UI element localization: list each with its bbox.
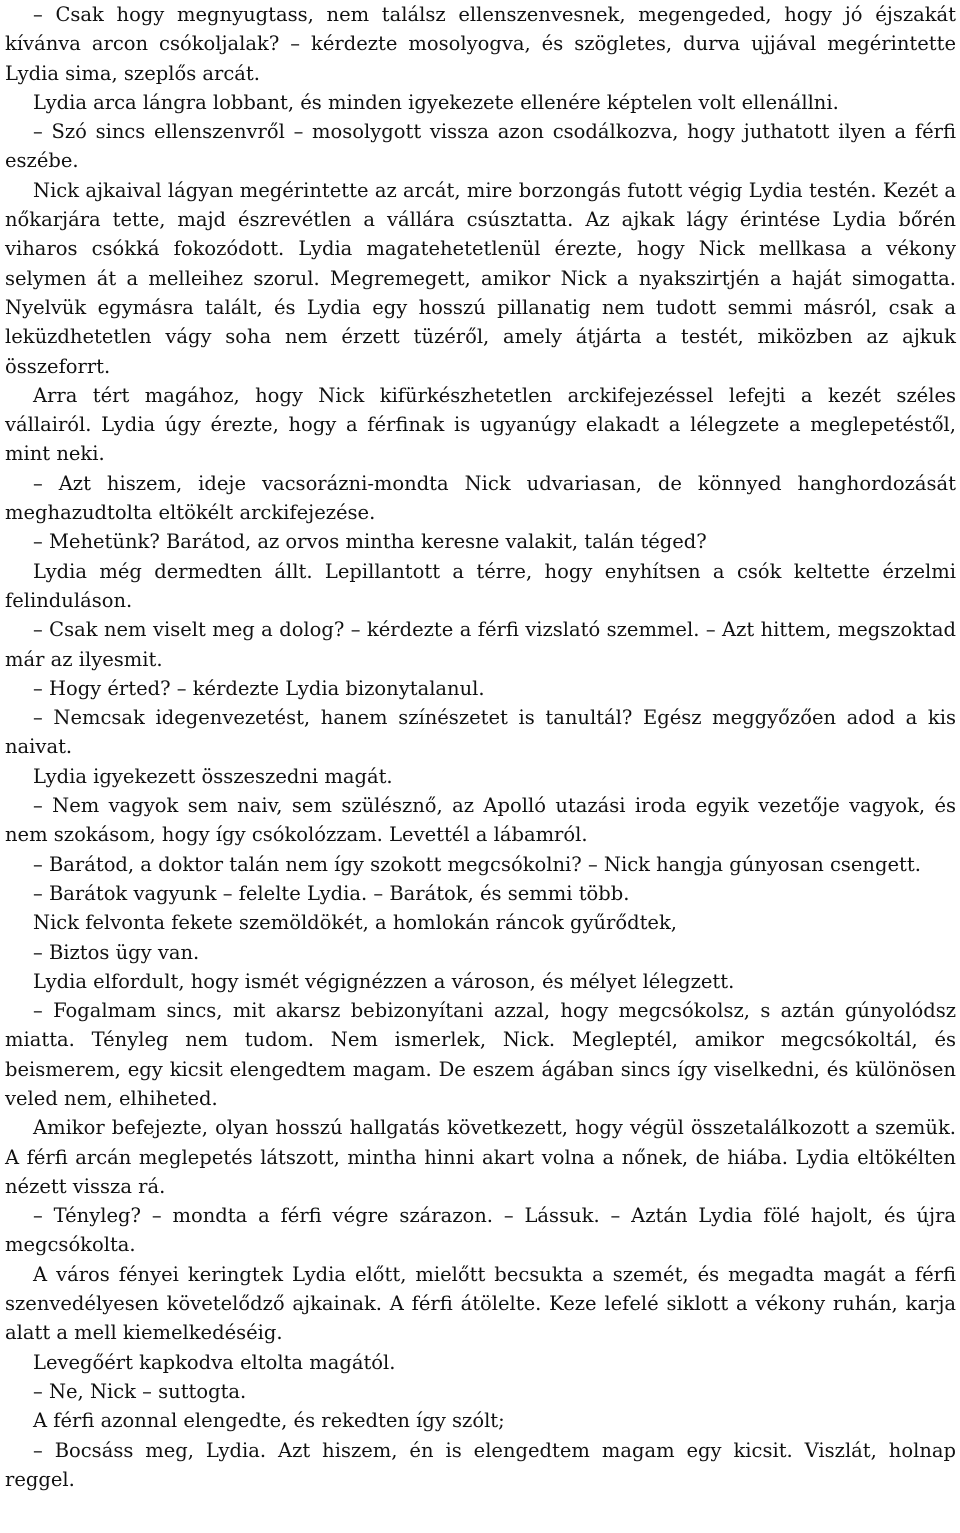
paragraph-10: – Hogy érted? – kérdezte Lydia bizonytalanul.: [33, 676, 485, 700]
paragraph-22: A város fényei keringtek Lydia előtt, mielőtt becsukta a szemét, és megadta magát a férfi szenvedélyesen követelődző ajkainak. A férfi átölelte. Keze lefelé siklott a vékony ruhán, karja alatt a mell kiemelkedéséig.: [5, 1262, 956, 1345]
paragraph-21: – Tényleg? – mondta a férfi végre szárazon. – Lássuk. – Aztán Lydia fölé hajolt, és újra megcsókolta.: [5, 1204, 956, 1257]
paragraph-15: – Barátok vagyunk – felelte Lydia. – Barátok, és semmi több.: [33, 881, 630, 905]
paragraph-23: Levegőért kapkodva eltolta magától.: [33, 1350, 396, 1374]
paragraph-18: Lydia elfordult, hogy ismét végignézzen a városon, és mélyet lélegzett.: [33, 969, 735, 993]
document-page: [5, 0, 956, 1494]
paragraph-1: – Csak hogy megnyugtass, nem találsz ellenszenvesnek, megengeded, hogy jó éjszakát kívánva arcon csókoljalak? – kérdezte mosolyogva, és szögletes, durva ujjával megérintette Lydia sima, szeplős arcát.: [5, 3, 956, 85]
paragraph-13: – Nem vagyok sem naiv, sem szülésznő, az Apolló utazási iroda egyik vezetője vagyok, és nem szokásom, hogy így csókolózzam. Levettél a lábamról.: [5, 794, 956, 847]
paragraph-19: – Fogalmam sincs, mit akarsz bebizonyítani azzal, hogy megcsókolsz, s aztán gúnyolódsz miatta. Tényleg nem tudom. Nem ismerlek, Nick. Megleptél, amikor megcsókoltál, és beismerem, egy kicsit elengedtem magam. De eszem ágában sincs így viselkedni, és különösen veled nem, elhiheted.: [5, 999, 956, 1110]
paragraph-9: – Csak nem viselt meg a dolog? – kérdezte a férfi vizslató szemmel. – Azt hittem, megszoktad már az ilyesmit.: [5, 618, 956, 671]
paragraph-25: A férfi azonnal elengedte, és rekedten így szólt;: [33, 1409, 505, 1433]
paragraph-2: Lydia arca lángra lobbant, és minden igyekezete ellenére képtelen volt ellenállni.: [33, 90, 839, 114]
paragraph-12: Lydia igyekezett összeszedni magát.: [33, 764, 393, 788]
paragraph-8: Lydia még dermedten állt. Lepillantott a térre, hogy enyhítsen a csók keltette érzelmi felinduláson.: [5, 559, 956, 612]
paragraph-16: Nick felvonta fekete szemöldökét, a homlokán ráncok gyűrődtek,: [33, 911, 677, 935]
paragraph-24: – Ne, Nick – suttogta.: [33, 1379, 247, 1403]
paragraph-6: – Azt hiszem, ideje vacsorázni-mondta Nick udvariasan, de könnyed hanghordozását meghazudtolta eltökélt arckifejezése.: [5, 471, 956, 525]
paragraph-20: Amikor befejezte, olyan hosszú hallgatás következett, hogy végül összetalálkozott a szemük. A férfi arcán meglepetés látszott, mintha hinni akart volna a nőnek, de hiába. Lydia eltökélten nézett vissza rá.: [5, 1116, 956, 1198]
paragraph-17: – Biztos ügy van.: [33, 940, 200, 964]
paragraph-7: – Mehetünk? Barátod, az orvos mintha keresne valakit, talán téged?: [33, 530, 707, 554]
paragraph-26: – Bocsáss meg, Lydia. Azt hiszem, én is elengedtem magam egy kicsit. Viszlát, holnap reggel.: [5, 1438, 956, 1491]
paragraph-4: Nick ajkaival lágyan megérintette az arcát, mire borzongás futott végig Lydia testén. Kezét a nőkarjára tette, majd észrevétlen a vállára csúsztatta. Az ajkak lágy érintése Lydia bőrén viharos csókká fokozódott. Lydia magatehetetlenül érezte, hogy Nick mellkasa a vékony selymen át a melleihez szorul. Megremegett, amikor Nick a nyakszirtjén a haját simogatta. Nyelvük egymásra talált, és Lydia egy hosszú pillanatig nem tudott semmi másról, csak a leküzdhetetlen vágy soha nem érzett tüzéről, amely átjárta a testét, miközben az ajkuk összeforrt.: [5, 178, 956, 378]
paragraph-11: – Nemcsak idegenvezetést, hanem színészetet is tanultál? Egész meggyőzően adod a kis naivat.: [5, 706, 956, 759]
paragraph-14: – Barátod, a doktor talán nem így szokott megcsókolni? – Nick hangja gúnyosan csengett.: [33, 852, 921, 876]
paragraph-5: Arra tért magához, hogy Nick kifürkészhetetlen arckifejezéssel lefejti a kezét széles vállairól. Lydia úgy érezte, hogy a férfinak is ugyanúgy elakadt a lélegzete a meglepetéstől, mint neki.: [5, 383, 956, 466]
paragraph-3: – Szó sincs ellenszenvről – mosolygott vissza azon csodálkozva, hogy juthatott ilyen a férfi eszébe.: [5, 120, 956, 173]
